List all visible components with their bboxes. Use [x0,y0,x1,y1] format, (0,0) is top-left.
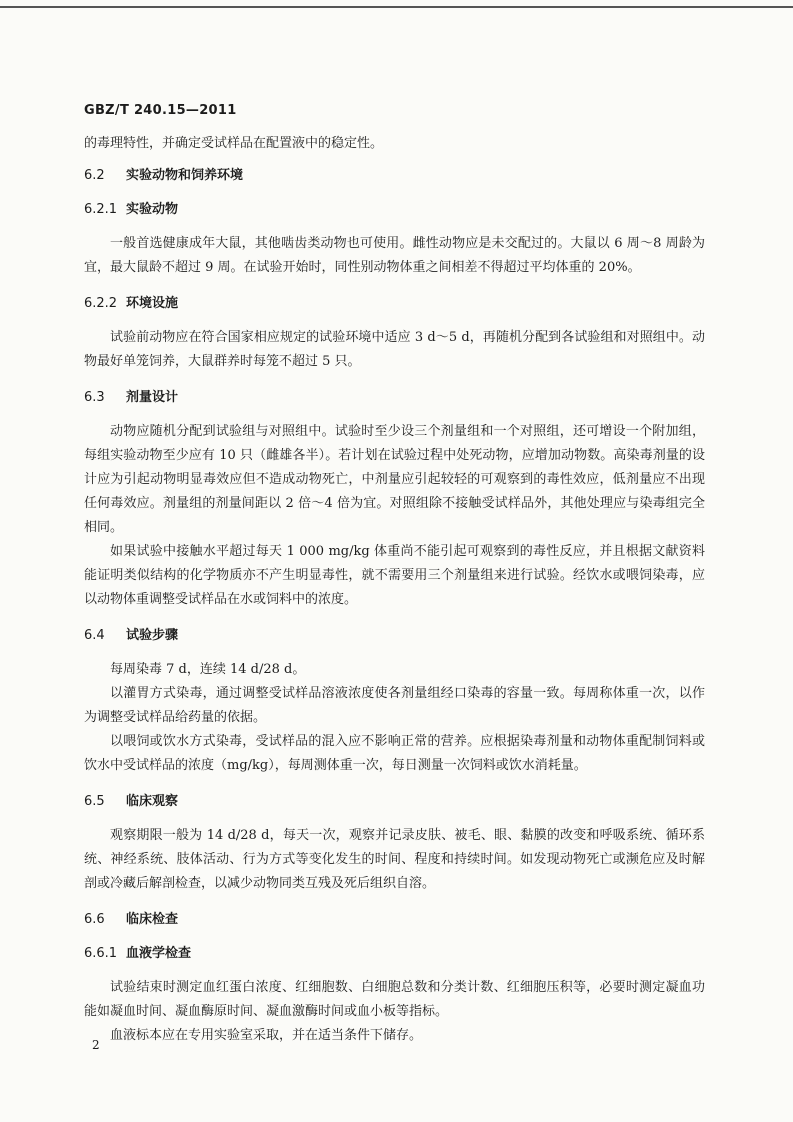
paragraph: 每周染毒 7 d，连续 14 d/28 d。 [110,662,306,677]
paragraph: 如果试验中接触水平超过每天 1 000 mg/kg 体重尚不能引起可观察到的毒性反应，并且根据文献资料能证明类似结构的化学物质亦不产生明显毒性，就不需要用三个剂量组来进行试验。经饮水或喂饲染毒，应以动物体重调整受试样品在水或饲料中的浓度。 [84,544,705,607]
paragraph: 动物应随机分配到试验组与对照组中。试验时至少设三个剂量组和一个对照组，还可增设一个附加组，每组实验动物至少应有 10 只（雌雄各半）。若计划在试验过程中处死动物，应增加动物数。高染毒剂量的设计应为引起动物明显毒效应但不造成动物死亡，中剂量应引起较轻的可观察到的毒性效应，低剂量应不出现任何毒效应。剂量组的剂量间距以 2 倍～4 倍为宜。对照组除不接触受试样品外，其他处理应与染毒组完全相同。 [84,424,705,535]
paragraph: 试验前动物应在符合国家相应规定的试验环境中适应 3 d～5 d，再随机分配到各试验组和对照组中。动物最好单笼饲养，大鼠群养时每笼不超过 5 只。 [84,330,705,369]
section-number: 6.2.1 [84,202,118,217]
standard-code: GBZ/T 240.15—2011 [84,103,237,118]
section-heading [84,198,705,222]
section-heading [84,292,705,316]
paragraph: 以灌胃方式染毒，通过调整受试样品溶液浓度使各剂量组经口染毒的容量一致。每周称体重一次，以作为调整受试样品给药量的依据。 [84,686,705,725]
section-heading [84,164,705,188]
section-title: 血液学检查 [126,946,192,961]
paragraph: 以喂饲或饮水方式染毒，受试样品的混入应不影响正常的营养。应根据染毒剂量和动物体重配制饲料或饮水中受试样品的浓度（mg/kg），每周测体重一次，每日测量一次饲料或饮水消耗量。 [84,734,705,773]
section-title: 环境设施 [126,296,179,311]
section-title: 试验步骤 [126,628,179,643]
paragraph: 试验结束时测定血红蛋白浓度、红细胞数、白细胞总数和分类计数、红细胞压积等，必要时测定凝血功能如凝血时间、凝血酶原时间、凝血激酶时间或血小板等指标。 [84,980,705,1019]
section-number: 6.6.1 [84,946,118,961]
section-number: 6.6 [84,912,105,927]
continuation-text: 的毒理特性，并确定受试样品在配置液中的稳定性。 [84,136,384,151]
section-title: 剂量设计 [126,390,179,405]
section-heading [84,908,705,932]
paragraph: 血液标本应在专用实验室采取，并在适当条件下储存。 [110,1028,423,1043]
section-number: 6.2.2 [84,296,118,311]
document-body [84,132,705,1048]
section-number: 6.3 [84,390,105,405]
section-heading [84,790,705,814]
section-heading [84,624,705,648]
section-number: 6.5 [84,794,105,809]
section-title: 实验动物和饲养环境 [126,168,244,183]
section-heading [84,942,705,966]
section-number: 6.2 [84,168,105,183]
top-rule [0,6,793,8]
section-title: 临床检查 [126,912,179,927]
paragraph: 观察期限一般为 14 d/28 d，每天一次，观察并记录皮肤、被毛、眼、黏膜的改变和呼吸系统、循环系统、神经系统、肢体活动、行为方式等变化发生的时间、程度和持续时间。如发现动物死亡或濒危应及时解剖或冷藏后解剖检查，以减少动物同类互残及死后组织自溶。 [84,828,705,891]
section-title: 临床观察 [126,794,179,809]
section-heading [84,386,705,410]
paragraph: 一般首选健康成年大鼠，其他啮齿类动物也可使用。雌性动物应是未交配过的。大鼠以 6 周～8 周龄为宜，最大鼠龄不超过 9 周。在试验开始时，同性别动物体重之间相差不得超过平均体重的 20%。 [84,236,705,275]
section-title: 实验动物 [126,202,179,217]
page-number: 2 [92,1038,100,1052]
section-number: 6.4 [84,628,105,643]
